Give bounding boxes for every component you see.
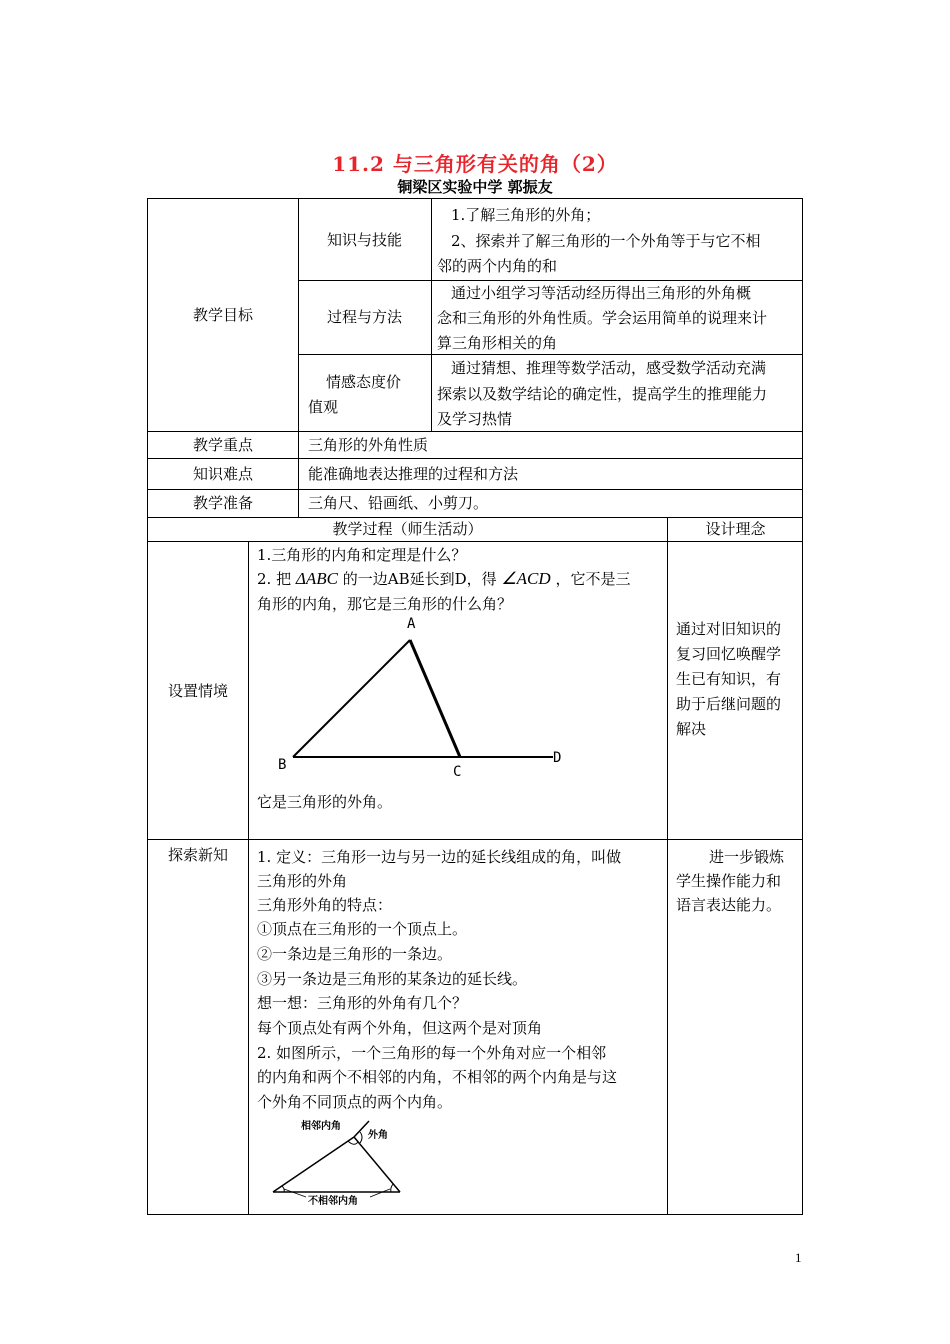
adjacent-angle-arc: [348, 1141, 358, 1144]
explore-line-8: 每个顶点处有两个外角，但这两个是对顶角: [257, 1019, 543, 1037]
scenario-concept-1: 通过对旧知识的: [676, 620, 782, 638]
q2-suffix: ，它不是三: [555, 570, 631, 588]
label-a: A: [407, 616, 416, 632]
emotion-line-2: 探索以及数学结论的确定性，提高学生的推理能力: [437, 385, 768, 403]
difficulty-label: 知识难点: [192, 465, 253, 483]
difficulty-value: 能准确地表达推理的过程和方法: [308, 465, 519, 483]
emotion-line-1: 通过猜想、推理等数学活动，感受数学活动充满: [451, 359, 767, 377]
explore-line-11: 个外角不同顶点的两个内角。: [257, 1093, 453, 1111]
preparation-label: 教学准备: [192, 494, 253, 512]
scenario-concept-3: 生已有知识，有: [676, 670, 782, 688]
emotion-label-2: 值观: [308, 398, 339, 416]
knowledge-line-3: 邻的两个内角的和: [437, 257, 558, 275]
scenario-question-2: [257, 567, 630, 591]
label-c: C: [453, 764, 462, 780]
explore-concept-3: 语言表达能力。: [676, 896, 782, 914]
explore-line-9: 2. 如图所示，一个三角形的每一个外角对应一个相邻: [257, 1044, 607, 1062]
knowledge-line-1: 1.了解三角形的外角；: [451, 206, 601, 224]
left-angle-arc: [282, 1186, 284, 1192]
knowledge-label: 知识与技能: [326, 231, 402, 249]
key-point-value: 三角形的外角性质: [308, 436, 429, 454]
explore-line-6: ③另一条边是三角形的某条边的延长线。: [257, 970, 528, 988]
explore-line-4: ①顶点在三角形的一个顶点上。: [257, 920, 468, 938]
explore-line-7: 想一想：三角形的外角有几个？: [257, 994, 468, 1012]
angle-acd-symbol: ∠ACD: [501, 569, 551, 588]
side-ba: [293, 640, 410, 757]
objectives-label: 教学目标: [192, 306, 253, 324]
page-title: 11.2 与三角形有关的角（2）: [332, 152, 618, 176]
triangle-abc-figure: [273, 609, 583, 784]
pointer-nonadjacent-right: [370, 1189, 390, 1197]
explore-line-5: ②一条边是三角形的一条边。: [257, 945, 453, 963]
lesson-plan-table: [147, 198, 803, 1215]
exterior-angle-arc: [360, 1132, 362, 1143]
preparation-value: 三角尺、铅画纸、小剪刀。: [308, 494, 489, 512]
knowledge-line-2: 2、探索并了解三角形的一个外角等于与它不相: [451, 232, 761, 250]
explore-line-1: 1. 定义：三角形一边与另一边的延长线组成的角，叫做: [257, 848, 622, 866]
label-exterior: 外角: [368, 1130, 388, 1141]
label-adjacent: 相邻内角: [301, 1121, 341, 1132]
exterior-angle-figure: [268, 1117, 418, 1209]
explore-line-3: 三角形外角的特点：: [257, 896, 393, 914]
explore-concept-1: 进一步锻炼: [709, 848, 785, 866]
page-number: 1: [795, 1250, 802, 1265]
triangle-right-side: [354, 1137, 400, 1192]
scenario-answer: 它是三角形的外角。: [257, 793, 393, 811]
scenario-question-2-cont: 角形的内角，那它是三角形的什么角？: [257, 595, 513, 613]
process-activity-header: 教学过程（师生活动）: [332, 520, 483, 538]
author-line: 铜梁区实验中学 郭振友: [397, 178, 553, 196]
emotion-label-1: 情感态度价: [326, 373, 402, 391]
explore-line-2: 三角形的外角: [257, 872, 348, 890]
label-nonadjacent: 不相邻内角: [308, 1196, 358, 1207]
pointer-nonadjacent-left: [284, 1189, 306, 1197]
q2-prefix: 2. 把: [257, 570, 292, 588]
scenario-label: 设置情境: [167, 682, 228, 700]
key-point-label: 教学重点: [192, 436, 253, 454]
scenario-concept-2: 复习回忆唤醒学: [676, 645, 782, 663]
right-angle-arc: [391, 1184, 393, 1192]
process-concept-header: 设计理念: [705, 520, 766, 538]
process-line-2: 念和三角形的外角性质。学会运用简单的说理来计: [437, 309, 768, 327]
side-ac: [410, 640, 460, 757]
scenario-question-1: 1.三角形的内角和定理是什么？: [257, 546, 467, 564]
triangle-abc-symbol: ΔABC: [295, 569, 338, 588]
explore-line-10: 的内角和两个不相邻的内角，不相邻的两个内角是与这: [257, 1068, 618, 1086]
explore-concept-2: 学生操作能力和: [676, 872, 782, 890]
label-b: B: [278, 757, 287, 773]
explore-label: 探索新知: [167, 846, 228, 864]
label-d: D: [553, 750, 562, 766]
triangle-left-side: [273, 1137, 354, 1192]
process-line-3: 算三角形相关的角: [437, 334, 558, 352]
scenario-concept-4: 助于后继问题的: [676, 695, 782, 713]
process-line-1: 通过小组学习等活动经历得出三角形的外角概: [451, 284, 752, 302]
q2-middle: 的一边AB延长到D，得: [342, 570, 497, 588]
scenario-concept-5: 解决: [676, 720, 707, 738]
emotion-line-3: 及学习热情: [437, 410, 513, 428]
process-label: 过程与方法: [326, 308, 402, 326]
